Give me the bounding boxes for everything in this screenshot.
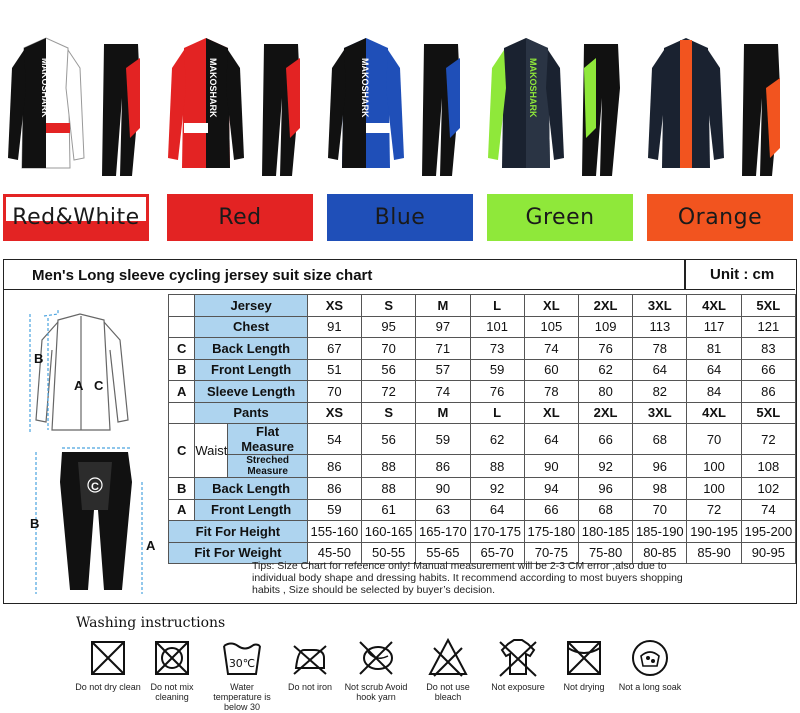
no-mix-cleaning-icon <box>150 636 194 680</box>
table-cell: 68 <box>633 424 687 455</box>
row-key <box>169 295 195 317</box>
wash-item <box>484 636 552 692</box>
row-key: A <box>169 381 195 403</box>
table-cell: 100 <box>687 478 741 500</box>
table-cell: 59 <box>307 499 361 521</box>
size-header: XS <box>307 295 361 317</box>
table-row <box>169 424 796 455</box>
wash-item-label: Do not iron <box>287 682 333 692</box>
wash-item-label: Do not mix cleaning <box>150 682 194 702</box>
size-header: 3XL <box>633 402 687 424</box>
wash-item-label: Do not dry clean <box>75 682 141 692</box>
table-cell: 82 <box>633 381 687 403</box>
table-cell: 98 <box>633 478 687 500</box>
size-header: 3XL <box>633 295 687 317</box>
row-label: Sleeve Length <box>195 381 307 403</box>
table-cell: 61 <box>362 499 416 521</box>
table-cell: 70 <box>362 338 416 360</box>
table-cell: 66 <box>524 499 578 521</box>
table-cell: 95 <box>362 316 416 338</box>
wash-item-label: Water temperature is below 30 <box>213 682 271 712</box>
outfit-red-image <box>166 28 316 178</box>
table-row <box>169 338 796 360</box>
table-cell: 88 <box>362 478 416 500</box>
svg-text:MAKOSHARK: MAKOSHARK <box>528 58 538 118</box>
svg-text:A: A <box>74 378 84 393</box>
row-label: Front Length <box>195 359 307 381</box>
table-cell: 86 <box>741 381 795 403</box>
jersey-outline-icon <box>36 314 128 430</box>
table-cell: 51 <box>307 359 361 381</box>
table-cell: 90-95 <box>741 542 795 564</box>
wash-item-label: Do not use bleach <box>426 682 470 702</box>
table-cell: 80 <box>578 381 632 403</box>
row-key <box>169 402 195 424</box>
table-cell: 92 <box>470 478 524 500</box>
size-header: M <box>416 402 470 424</box>
table-row <box>169 359 796 381</box>
size-header: XL <box>524 295 578 317</box>
table-cell: 64 <box>524 424 578 455</box>
table-cell: 74 <box>741 499 795 521</box>
size-header: 5XL <box>741 402 795 424</box>
table-cell: 71 <box>416 338 470 360</box>
svg-text:A: A <box>146 538 156 553</box>
table-cell: 90 <box>524 455 578 478</box>
color-selector <box>0 194 800 242</box>
size-header: S <box>362 295 416 317</box>
table-cell: 102 <box>741 478 795 500</box>
table-row <box>169 381 796 403</box>
table-cell: 75-80 <box>578 542 632 564</box>
table-row <box>169 402 796 424</box>
row-label: Flat Measure <box>228 424 307 455</box>
row-label: Front Length <box>195 499 307 521</box>
table-cell: 60 <box>524 359 578 381</box>
size-header: M <box>416 295 470 317</box>
svg-text:MAKOSHARK: MAKOSHARK <box>40 58 50 118</box>
svg-text:MAKOSHARK: MAKOSHARK <box>208 58 218 118</box>
wash-item <box>414 636 482 702</box>
table-cell: 55-65 <box>416 542 470 564</box>
wash-item <box>616 636 684 692</box>
table-cell: 74 <box>416 381 470 403</box>
table-cell: 78 <box>633 338 687 360</box>
size-chart <box>3 259 797 604</box>
svg-text:MAKOSHARK: MAKOSHARK <box>360 58 370 118</box>
size-header: 2XL <box>578 295 632 317</box>
color-option-green[interactable] <box>487 194 633 241</box>
table-cell: 62 <box>470 424 524 455</box>
wash-item <box>138 636 206 702</box>
table-cell: 76 <box>578 338 632 360</box>
table-cell: 74 <box>524 338 578 360</box>
table-cell: 64 <box>633 359 687 381</box>
table-cell: 100 <box>687 455 741 478</box>
table-cell: 175-180 <box>524 521 578 543</box>
table-cell: 70 <box>633 499 687 521</box>
table-cell: 190-195 <box>687 521 741 543</box>
table-cell: 121 <box>741 316 795 338</box>
no-iron-icon <box>288 636 332 680</box>
pants-header: Pants <box>195 402 307 424</box>
no-long-soak-icon <box>628 636 672 680</box>
no-scrub-icon <box>354 636 398 680</box>
water-temperature-icon <box>220 636 264 680</box>
size-chart-title: Men's Long sleeve cycling jersey suit size chart <box>32 267 373 284</box>
wash-item-label: Not drying <box>563 682 605 692</box>
table-cell: 70-75 <box>524 542 578 564</box>
row-label: Streched Measure <box>228 455 307 478</box>
table-cell: 56 <box>362 359 416 381</box>
table-cell: 72 <box>362 381 416 403</box>
table-cell: 88 <box>362 455 416 478</box>
size-tips: Tips: Size Chart for refeence only! Manual measurement will be 2-3 CM error ,also due to individual body shape and dressing habits. It recommend according to most buyers shopping habits , Size should be selected by buyer’s decision. <box>252 560 683 596</box>
outfit-orange-image <box>646 28 796 178</box>
table-cell: 97 <box>416 316 470 338</box>
table-cell: 96 <box>633 455 687 478</box>
divider <box>684 260 686 290</box>
table-cell: 86 <box>307 455 361 478</box>
table-cell: 67 <box>307 338 361 360</box>
size-header: L <box>470 402 524 424</box>
table-cell: 94 <box>524 478 578 500</box>
wash-item-label: Not exposure <box>491 682 545 692</box>
table-cell: 72 <box>741 424 795 455</box>
row-key: A <box>169 499 195 521</box>
table-cell: 84 <box>687 381 741 403</box>
table-row <box>169 316 796 338</box>
color-option-red-white[interactable] <box>3 194 149 241</box>
table-cell: 96 <box>578 478 632 500</box>
color-option-red[interactable] <box>167 194 313 241</box>
color-option-label: Red <box>218 205 262 230</box>
table-cell: 66 <box>741 359 795 381</box>
size-header: L <box>470 295 524 317</box>
table-cell: 86 <box>416 455 470 478</box>
table-row <box>169 521 796 543</box>
table-cell: 88 <box>470 455 524 478</box>
color-option-orange[interactable] <box>647 194 793 241</box>
color-option-label: Blue <box>374 205 426 230</box>
svg-text:C: C <box>94 378 104 393</box>
table-cell: 76 <box>470 381 524 403</box>
table-cell: 165-170 <box>416 521 470 543</box>
product-photos <box>0 0 800 185</box>
row-key: C <box>169 424 195 478</box>
size-chart-header <box>4 260 795 290</box>
size-header: 5XL <box>741 295 795 317</box>
size-header: S <box>362 402 416 424</box>
table-cell: 180-185 <box>578 521 632 543</box>
wash-item <box>208 636 276 712</box>
table-cell: 91 <box>307 316 361 338</box>
color-option-label: Orange <box>677 205 763 230</box>
table-cell: 56 <box>362 424 416 455</box>
unit-label: Unit : cm <box>710 266 775 283</box>
table-cell: 72 <box>687 499 741 521</box>
outfit-red-white-image <box>6 28 156 178</box>
size-table <box>168 294 796 564</box>
color-option-label: Green <box>525 205 595 230</box>
color-option-blue[interactable] <box>327 194 473 241</box>
table-cell: 50-55 <box>362 542 416 564</box>
table-cell: 160-165 <box>362 521 416 543</box>
outfit-blue-image <box>326 28 476 178</box>
table-cell: 117 <box>687 316 741 338</box>
table-cell: 45-50 <box>307 542 361 564</box>
table-cell: 66 <box>578 424 632 455</box>
wash-item <box>276 636 344 692</box>
table-cell: 57 <box>416 359 470 381</box>
table-row <box>169 455 796 478</box>
size-header: 4XL <box>687 295 741 317</box>
wash-item-label: Not scrub Avoid hook yarn <box>344 682 408 702</box>
svg-text:30℃: 30℃ <box>228 657 256 670</box>
waist-label: Waist <box>195 424 228 478</box>
table-cell: 54 <box>307 424 361 455</box>
no-drying-icon <box>562 636 606 680</box>
table-cell: 70 <box>687 424 741 455</box>
pants-outline-icon <box>60 452 132 590</box>
table-cell: 65-70 <box>470 542 524 564</box>
row-label: Back Length <box>195 478 307 500</box>
wash-item <box>550 636 618 692</box>
table-cell: 185-190 <box>633 521 687 543</box>
table-cell: 113 <box>633 316 687 338</box>
table-cell: 78 <box>524 381 578 403</box>
table-cell: 85-90 <box>687 542 741 564</box>
svg-text:B: B <box>30 516 40 531</box>
svg-text:B: B <box>34 351 44 366</box>
wash-item-label: Not a long soak <box>618 682 682 692</box>
table-cell: 195-200 <box>741 521 795 543</box>
color-option-label: Red&White <box>12 205 140 230</box>
table-cell: 62 <box>578 359 632 381</box>
table-row <box>169 499 796 521</box>
table-cell: 109 <box>578 316 632 338</box>
table-row <box>169 295 796 317</box>
table-cell: 64 <box>687 359 741 381</box>
table-cell: 59 <box>416 424 470 455</box>
size-header: 2XL <box>578 402 632 424</box>
row-key <box>169 316 195 338</box>
wash-item <box>342 636 410 702</box>
size-header: XS <box>307 402 361 424</box>
table-cell: 170-175 <box>470 521 524 543</box>
table-cell: 63 <box>416 499 470 521</box>
svg-text:C: C <box>91 481 99 493</box>
no-dry-clean-icon <box>86 636 130 680</box>
table-cell: 101 <box>470 316 524 338</box>
table-cell: 92 <box>578 455 632 478</box>
table-cell: 90 <box>416 478 470 500</box>
no-exposure-icon <box>496 636 540 680</box>
no-bleach-icon <box>426 636 470 680</box>
table-cell: 73 <box>470 338 524 360</box>
row-label: Fit For Height <box>169 521 308 543</box>
row-label: Chest <box>195 316 307 338</box>
table-row <box>169 478 796 500</box>
washing-title: Washing instructions <box>76 615 226 631</box>
table-cell: 59 <box>470 359 524 381</box>
table-cell: 81 <box>687 338 741 360</box>
table-cell: 80-85 <box>633 542 687 564</box>
row-label: Fit For Weight <box>169 542 308 564</box>
table-cell: 105 <box>524 316 578 338</box>
table-cell: 83 <box>741 338 795 360</box>
wash-item <box>74 636 142 692</box>
table-cell: 108 <box>741 455 795 478</box>
table-cell: 86 <box>307 478 361 500</box>
table-cell: 64 <box>470 499 524 521</box>
table-cell: 155-160 <box>307 521 361 543</box>
jersey-header: Jersey <box>195 295 307 317</box>
outfit-green-image <box>486 28 636 178</box>
row-key: C <box>169 338 195 360</box>
row-key: B <box>169 478 195 500</box>
table-cell: 70 <box>307 381 361 403</box>
table-cell: 68 <box>578 499 632 521</box>
size-header: XL <box>524 402 578 424</box>
measurement-illustration <box>18 310 166 600</box>
row-label: Back Length <box>195 338 307 360</box>
size-header: 4XL <box>687 402 741 424</box>
row-key: B <box>169 359 195 381</box>
